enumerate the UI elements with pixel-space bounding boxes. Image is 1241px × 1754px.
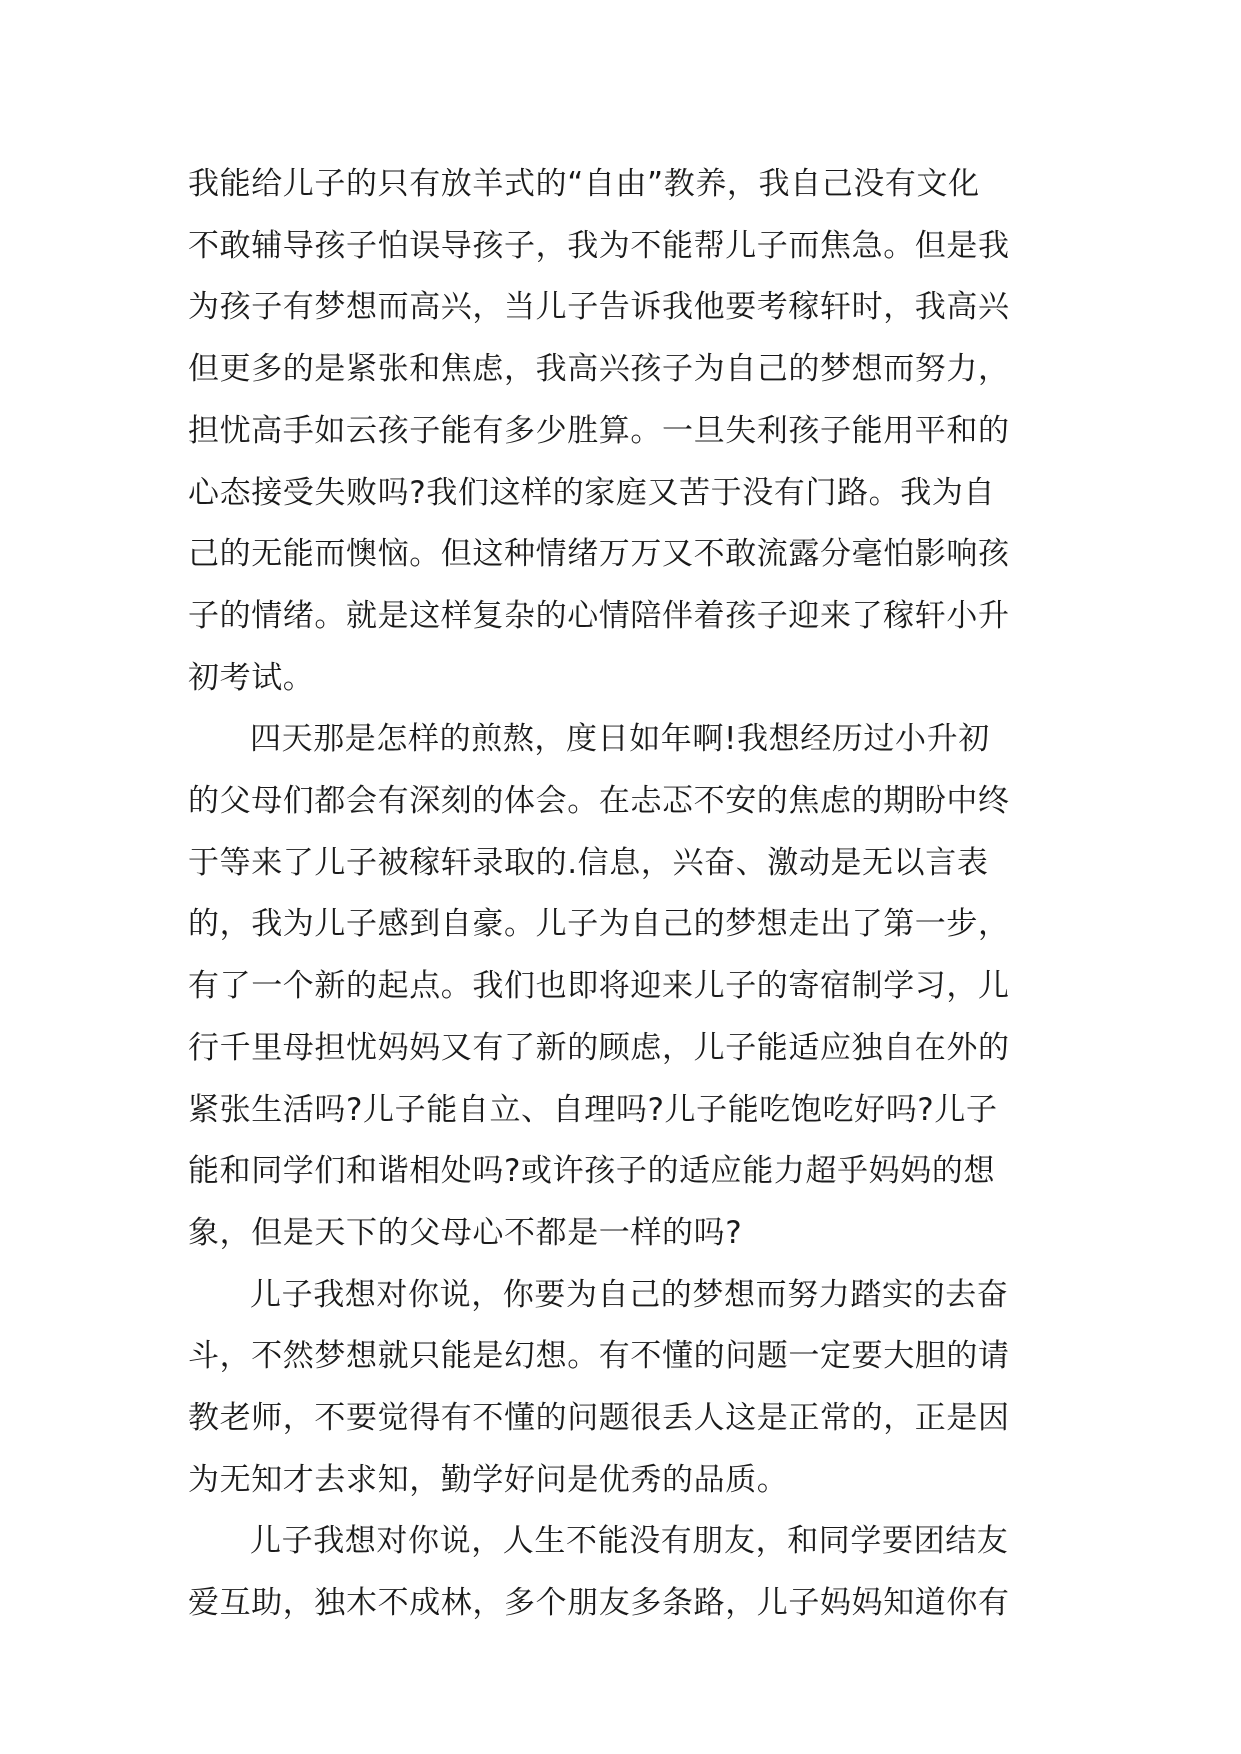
text-line: 但更多的是紧张和焦虑，我高兴孩子为自己的梦想而努力， — [188, 351, 1010, 388]
text-line: 的，我为儿子感到自豪。儿子为自己的梦想走出了第一步， — [188, 906, 1010, 943]
text-line: 象，但是天下的父母心不都是一样的吗? — [188, 1214, 743, 1251]
text-line: 紧张生活吗?儿子能自立、自理吗?儿子能吃饱吃好吗?儿子 — [188, 1091, 998, 1128]
text-line: 己的无能而懊恼。但这种情绪万万又不敢流露分毫怕影响孩 — [188, 536, 1010, 573]
text-line: 担忧高手如云孩子能有多少胜算。一旦失利孩子能用平和的 — [188, 412, 1010, 449]
paragraph-start-line: 四天那是怎样的煎熬，度日如年啊!我想经历过小升初 — [250, 721, 990, 758]
text-line: 能和同学们和谐相处吗?或许孩子的适应能力超乎妈妈的想 — [188, 1153, 996, 1190]
text-line: 于等来了儿子被稼轩录取的.信息，兴奋、激动是无以言表 — [188, 844, 989, 881]
text-line: 爱互助，独木不成林，多个朋友多条路，儿子妈妈知道你有 — [188, 1585, 1010, 1622]
text-line: 教老师，不要觉得有不懂的问题很丢人这是正常的，正是因 — [188, 1400, 1010, 1437]
text-line: 的父母们都会有深刻的体会。在忐忑不安的焦虑的期盼中终 — [188, 783, 1010, 820]
text-line: 为孩子有梦想而高兴，当儿子告诉我他要考稼轩时，我高兴 — [188, 289, 1010, 326]
body-text — [188, 154, 1068, 1635]
text-line: 我能给儿子的只有放羊式的“自由”教养，我自己没有文化 — [188, 166, 980, 202]
text-line: 斗，不然梦想就只能是幻想。有不懂的问题一定要大胆的请 — [188, 1338, 1010, 1375]
paragraph-start-line: 儿子我想对你说，人生不能没有朋友，和同学要团结友 — [250, 1523, 1009, 1560]
text-line: 为无知才去求知，勤学好问是优秀的品质。 — [188, 1461, 789, 1498]
text-line: 心态接受失败吗?我们这样的家庭又苦于没有门路。我为自 — [188, 474, 996, 511]
text-line: 子的情绪。就是这样复杂的心情陪伴着孩子迎来了稼轩小升 — [188, 597, 1010, 634]
paragraph-start-line: 儿子我想对你说，你要为自己的梦想而努力踏实的去奋 — [250, 1276, 1009, 1313]
text-line: 有了一个新的起点。我们也即将迎来儿子的寄宿制学习，儿 — [188, 968, 1010, 1005]
text-line: 行千里母担忧妈妈又有了新的顾虑，儿子能适应独自在外的 — [188, 1029, 1010, 1066]
text-line: 初考试。 — [188, 659, 315, 696]
text-line: 不敢辅导孩子怕误导孩子，我为不能帮儿子而焦急。但是我 — [188, 227, 1010, 264]
